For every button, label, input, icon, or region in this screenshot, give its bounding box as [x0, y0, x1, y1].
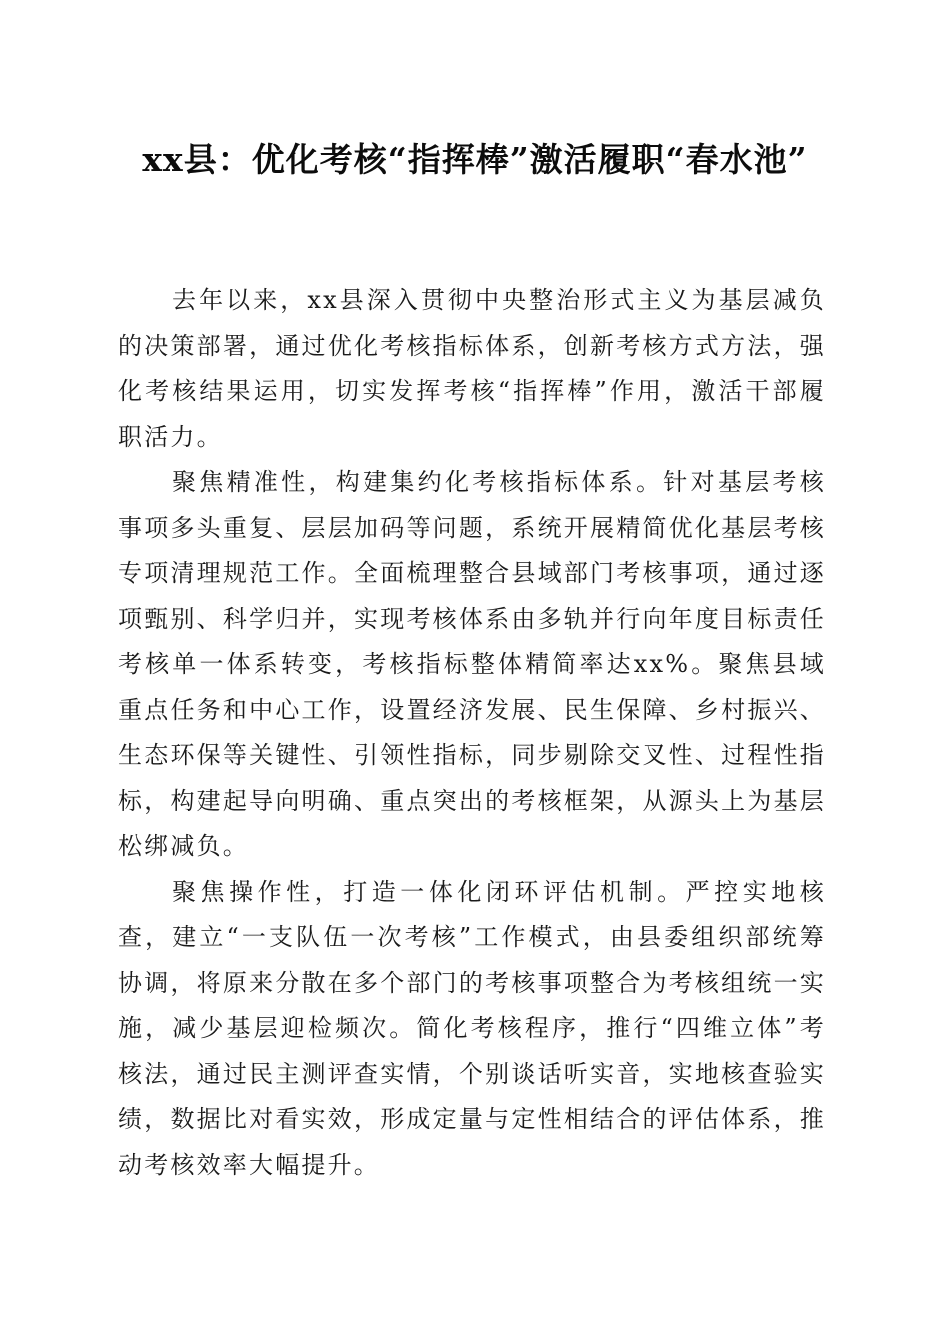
paragraph-intro: 去年以来，xx县深入贯彻中央整治形式主义为基层减负的决策部署，通过优化考核指标体系，创新考核方式方法，强化考核结果运用，切实发挥考核“指挥棒”作用，激活干部履职活力。: [118, 286, 826, 451]
paragraph-operability: 聚焦操作性，打造一体化闭环评估机制。严控实地核查，建立“一支队伍一次考核”工作模式，由县委组织部统筹协调，将原来分散在多个部门的考核事项整合为考核组统一实施，减少基层迎检频次。简化考核程序，推行“四维立体”考核法，通过民主测评查实情，个别谈话听实音，实地核查验实绩，数据比对看实效，形成定量与定性相结合的评估体系，推动考核效率大幅提升。: [118, 877, 826, 1179]
document-body: [118, 278, 826, 1188]
paragraph-precision: 聚焦精准性，构建集约化考核指标体系。针对基层考核事项多头重复、层层加码等问题，系统开展精简优化基层考核专项清理规范工作。全面梳理整合县域部门考核事项，通过逐项甄别、科学归并，实现考核体系由多轨并行向年度目标责任考核单一体系转变，考核指标整体精简率达xx%。聚焦县域重点任务和中心工作，设置经济发展、民生保障、乡村振兴、生态环保等关键性、引领性指标，同步剔除交叉性、过程性指标，构建起导向明确、重点突出的考核框架，从源头上为基层松绑减负。: [118, 468, 826, 860]
document-title: xx县：优化考核“指挥棒”激活履职“春水池”: [142, 140, 808, 179]
